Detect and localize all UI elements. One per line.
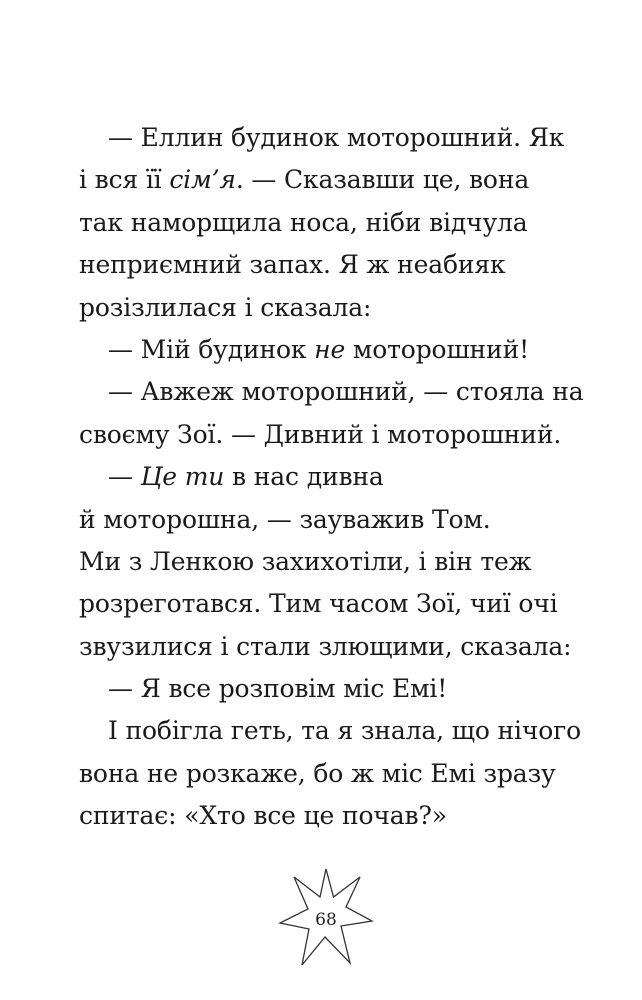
text-line: — Еллин будинок моторошний. Як <box>108 123 565 152</box>
text-line: й моторошна, — зауважив Том. <box>79 504 491 534</box>
text-line: І побігла геть, та я знала, що нічого <box>108 716 582 746</box>
emphasis-text: сім’я <box>169 165 236 195</box>
body-text <box>79 117 584 838</box>
emphasis-text: не <box>314 334 346 364</box>
text-line: розізлилася і сказала: <box>79 292 372 322</box>
text-line: — Я все розповім міс Емі! <box>108 674 448 704</box>
text-line: звузилися і стали злющими, сказала: <box>79 631 572 661</box>
page-number-badge <box>278 865 374 969</box>
text-line: вона не розкаже, бо ж міс Емі зразу <box>79 758 556 788</box>
text-line: — Це ти в нас дивна <box>108 462 384 492</box>
emphasis-text: Це ти <box>140 462 225 492</box>
page-number: 68 <box>315 910 337 930</box>
text-line: неприємний запах. Я ж неабияк <box>79 250 506 280</box>
text-line: так наморщила носа, ніби відчула <box>79 207 528 237</box>
text-line: своєму Зої. — Дивний і моторошний. <box>79 419 562 449</box>
text-line: — Мій будинок не моторошний! <box>108 334 529 364</box>
text-line: спитає: «Хто все це почав?» <box>79 801 447 831</box>
text-line: і вся її сім’я. — Сказавши це, вона <box>79 165 530 195</box>
text-line: Ми з Ленкою захихотіли, і він теж <box>79 546 532 576</box>
text-line: — Авжеж моторошний, — стояла на <box>108 377 584 407</box>
text-line: розреготався. Тим часом Зої, чиї очі <box>79 589 558 619</box>
